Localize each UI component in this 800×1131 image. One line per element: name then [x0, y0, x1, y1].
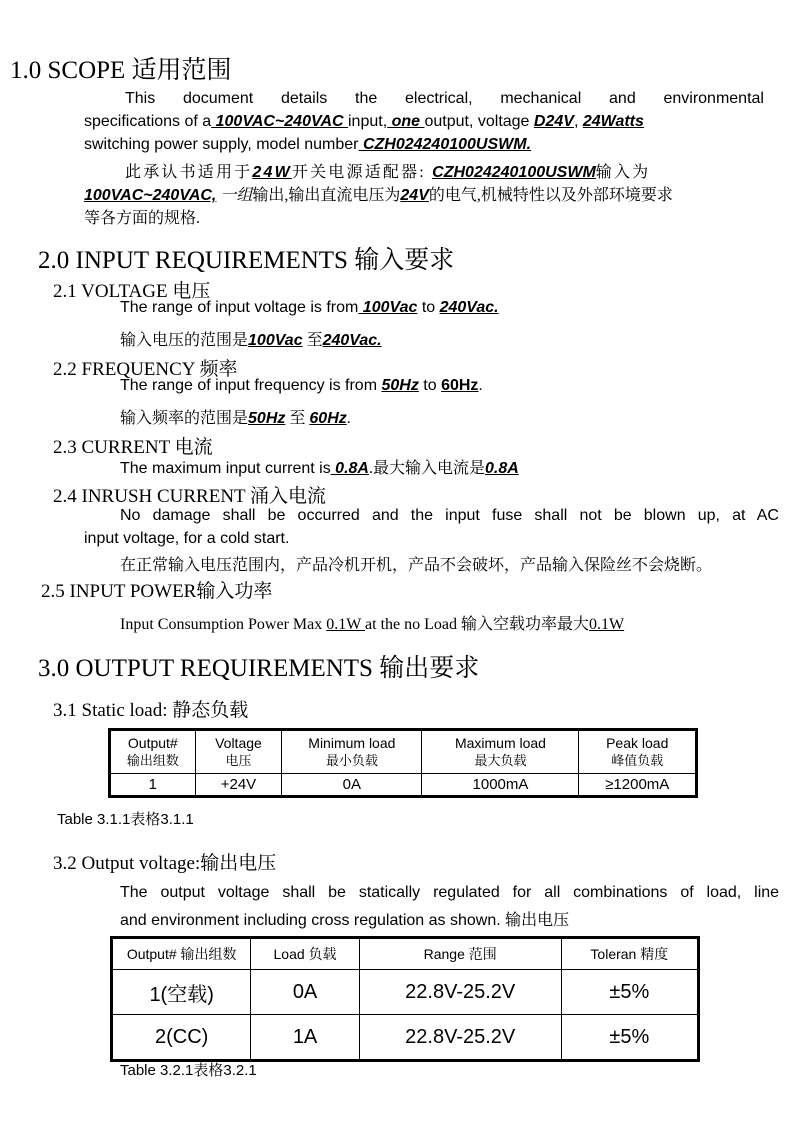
voltage-range-zh: 输入电压的范围是100Vac 至240Vac. [120, 332, 382, 349]
table-cell: ≥1200mA [579, 774, 697, 797]
table-row [110, 774, 697, 797]
header-tolerance: Toleran 精度 [561, 938, 698, 970]
scope-para-line-3: switching power supply, model number CZH024240100USWM. [84, 136, 532, 153]
table-caption: Table 3.1.1表格3.1.1 [57, 811, 194, 828]
header-maximum-load: Maximum load 最大负载 [422, 730, 579, 774]
table-row [112, 1015, 699, 1061]
frequency-heading: 2.2 FREQUENCY 频率 [53, 359, 238, 380]
output-voltage-heading: 3.2 Output voltage:输出电压 [53, 853, 277, 874]
table-cell: 1 [110, 774, 196, 797]
table-cell: 1A [251, 1015, 359, 1061]
table-cell: ±5% [561, 1015, 698, 1061]
output-voltage-line-1: The output voltage shall be statically regulated for all combinations of load, line [120, 884, 780, 901]
frequency-range-en: The range of input frequency is from 50Hz to 60Hz. [120, 377, 483, 394]
table-header-row [110, 730, 697, 774]
table-cell: ±5% [561, 970, 698, 1015]
table-header-row [112, 938, 699, 970]
voltage-range-en: The range of input voltage is from 100Vac to 240Vac. [120, 299, 499, 316]
inrush-current-heading: 2.4 INRUSH CURRENT 涌入电流 [53, 486, 327, 507]
input-power-line: Input Consumption Power Max 0.1W at the no Load 输入空载功率最大0.1W [120, 616, 625, 633]
voltage-heading: 2.1 VOLTAGE 电压 [53, 281, 211, 302]
table-cell: 22.8V-25.2V [359, 1015, 561, 1061]
scope-zh-line-1: 此承认书适用于24W开关电源适配器: CZH024240100USWM输入为 [125, 164, 651, 181]
output-voltage-line-2: and environment including cross regulation as shown. 输出电压 [120, 912, 570, 929]
table-cell: 22.8V-25.2V [359, 970, 561, 1015]
table-cell: 0A [251, 970, 359, 1015]
header-load: Load 负载 [251, 938, 359, 970]
static-load-heading: 3.1 Static load: 静态负载 [53, 700, 249, 721]
scope-para-line-1: This document details the electrical, mechanical and environmental [125, 90, 764, 107]
scope-zh-line-2: 100VAC~240VAC, 一组输出,输出直流电压为24V的电气,机械特性以及外部环境要求 [84, 187, 673, 204]
scope-zh-line-3: 等各方面的规格. [84, 210, 201, 227]
table-row [112, 970, 699, 1015]
input-requirements-heading: 2.0 INPUT REQUIREMENTS 输入要求 [38, 247, 455, 274]
header-voltage: Voltage 电压 [195, 730, 282, 774]
inrush-zh: 在正常输入电压范围内，产品冷机开机，产品不会破坏，产品输入保险丝不会烧断。 [120, 557, 713, 574]
header-peak-load: Peak load 峰值负载 [579, 730, 697, 774]
table-cell: 1000mA [422, 774, 579, 797]
table-cell: 1(空载) [112, 970, 251, 1015]
frequency-range-zh: 输入频率的范围是50Hz 至 60Hz. [120, 410, 351, 427]
output-voltage-table [110, 936, 700, 1062]
header-output: Output# 输出组数 [110, 730, 196, 774]
table-cell: 0A [282, 774, 422, 797]
inrush-line-2: input voltage, for a cold start. [84, 530, 290, 547]
scope-para-line-2: specifications of a 100VAC~240VAC input, one output, voltage D24V, 24Watts [84, 113, 644, 130]
static-load-table [108, 728, 698, 798]
header-range: Range 范围 [359, 938, 561, 970]
header-output: Output# 输出组数 [112, 938, 251, 970]
input-power-heading: 2.5 INPUT POWER输入功率 [41, 581, 273, 602]
output-requirements-heading: 3.0 OUTPUT REQUIREMENTS 输出要求 [38, 655, 480, 682]
table-cell: +24V [195, 774, 282, 797]
current-heading: 2.3 CURRENT 电流 [53, 437, 213, 458]
table-caption: Table 3.2.1表格3.2.1 [120, 1062, 257, 1079]
scope-heading: 1.0 SCOPE 适用范围 [10, 57, 232, 84]
inrush-line-1: No damage shall be occurred and the input fuse shall not be blown up, at AC [120, 507, 779, 524]
current-line: The maximum input current is 0.8A.最大输入电流是0.8A [120, 460, 519, 477]
header-minimum-load: Minimum load 最小负载 [282, 730, 422, 774]
table-cell: 2(CC) [112, 1015, 251, 1061]
